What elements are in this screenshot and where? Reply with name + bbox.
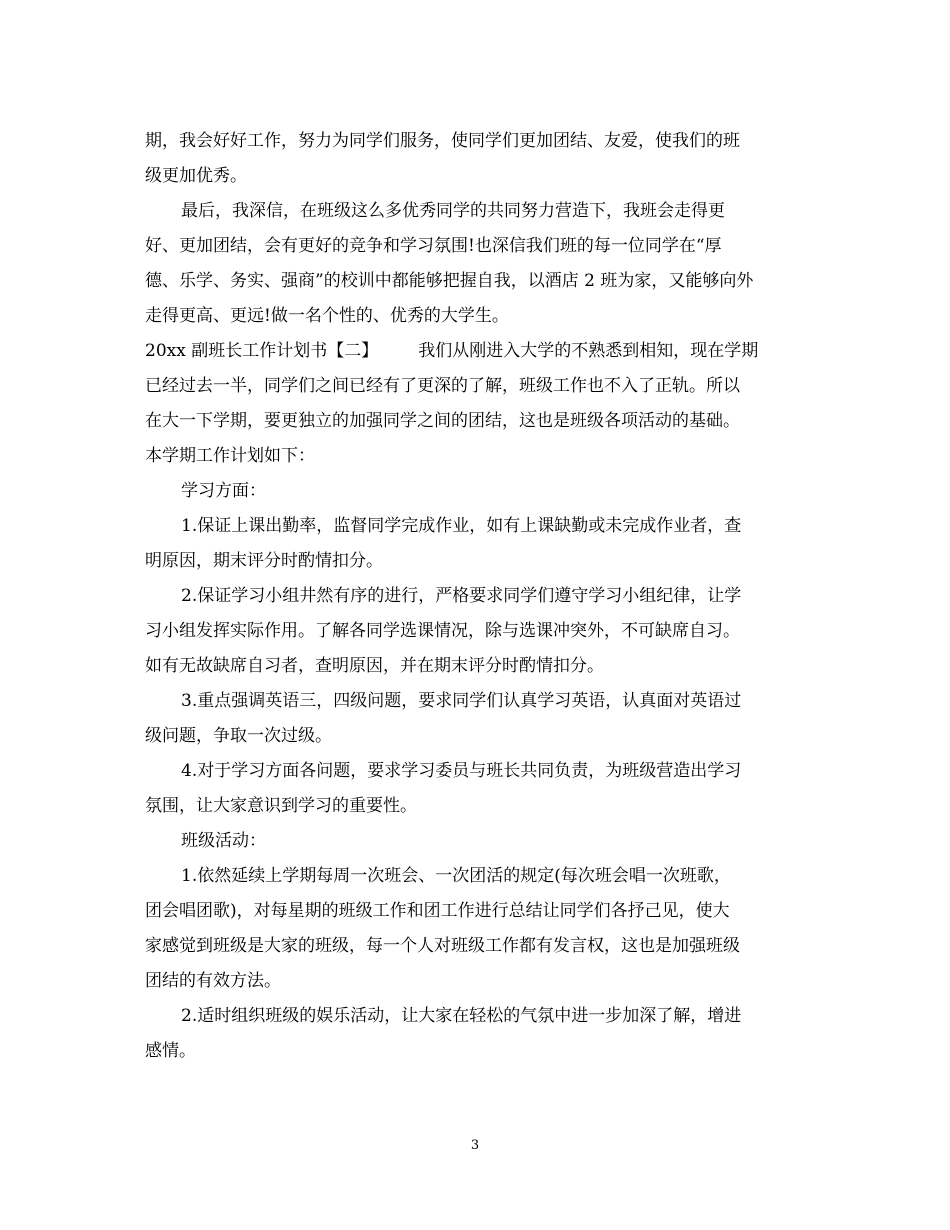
text-line: 已经过去一半，同学们之间已经有了更深的了解，班级工作也不入了正轨。所以 bbox=[145, 376, 740, 396]
text-line: 最后，我深信，在班级这么多优秀同学的共同努力营造下，我班会走得更 bbox=[181, 201, 725, 221]
text-line: 期，我会好好工作，努力为同学们服务，使同学们更加团结、友爱，使我们的班 bbox=[145, 131, 740, 151]
text-line: 好、更加团结，会有更好的竞争和学习氛围!也深信我们班的每一位同学在“厚 bbox=[145, 236, 722, 256]
text-line: 1.保证上课出勤率，监督同学完成作业，如有上课缺勤或未完成作业者，查 bbox=[181, 516, 742, 536]
body-text bbox=[145, 124, 805, 1069]
subheading-activities: 班级活动： bbox=[181, 831, 266, 851]
text-line: 3.重点强调英语三，四级问题，要求同学们认真学习英语，认真面对英语过 bbox=[181, 691, 742, 711]
section-heading: 20xx 副班长工作计划书【二】 bbox=[145, 341, 379, 361]
text-line: 级更加优秀。 bbox=[145, 166, 247, 186]
text-line: 团结的有效方法。 bbox=[145, 971, 281, 991]
text-line: 我们从刚进入大学的不熟悉到相知，现在学期 bbox=[418, 341, 759, 361]
heading-line bbox=[145, 334, 805, 369]
text-line: 团会唱团歌)，对每星期的班级工作和团工作进行总结让同学们各抒己见，使大 bbox=[145, 901, 730, 921]
text-line: 感情。 bbox=[145, 1041, 196, 1061]
text-line: 习小组发挥实际作用。了解各同学选课情况，除与选课冲突外，不可缺席自习。 bbox=[145, 621, 740, 641]
text-line: 1.依然延续上学期每周一次班会、一次团活的规定(每次班会唱一次班歌， bbox=[181, 866, 731, 886]
text-line: 级问题，争取一次过级。 bbox=[145, 726, 332, 746]
text-line: 在大一下学期，要更独立的加强同学之间的团结，这也是班级各项活动的基础。 bbox=[145, 411, 740, 431]
page-number: 3 bbox=[470, 1138, 480, 1153]
text-line: 2.适时组织班级的娱乐活动，让大家在轻松的气氛中进一步加深了解，增进 bbox=[181, 1006, 742, 1026]
text-line: 走得更高、更远!做一名个性的、优秀的大学生。 bbox=[145, 306, 509, 326]
text-line: 明原因，期末评分时酌情扣分。 bbox=[145, 551, 383, 571]
text-line: 4.对于学习方面各问题，要求学习委员与班长共同负责，为班级营造出学习 bbox=[181, 761, 742, 781]
text-line: 氛围，让大家意识到学习的重要性。 bbox=[145, 796, 417, 816]
text-line: 德、乐学、务实、强商”的校训中都能够把握自我，以酒店 2 班为家，又能够向外 bbox=[145, 271, 754, 291]
text-line: 本学期工作计划如下： bbox=[145, 446, 315, 466]
subheading-study: 学习方面： bbox=[181, 481, 266, 501]
text-line: 如有无故缺席自习者，查明原因，并在期末评分时酌情扣分。 bbox=[145, 656, 604, 676]
text-line: 2.保证学习小组井然有序的进行，严格要求同学们遵守学习小组纪律，让学 bbox=[181, 586, 742, 606]
text-line: 家感觉到班级是大家的班级，每一个人对班级工作都有发言权，这也是加强班级 bbox=[145, 936, 740, 956]
